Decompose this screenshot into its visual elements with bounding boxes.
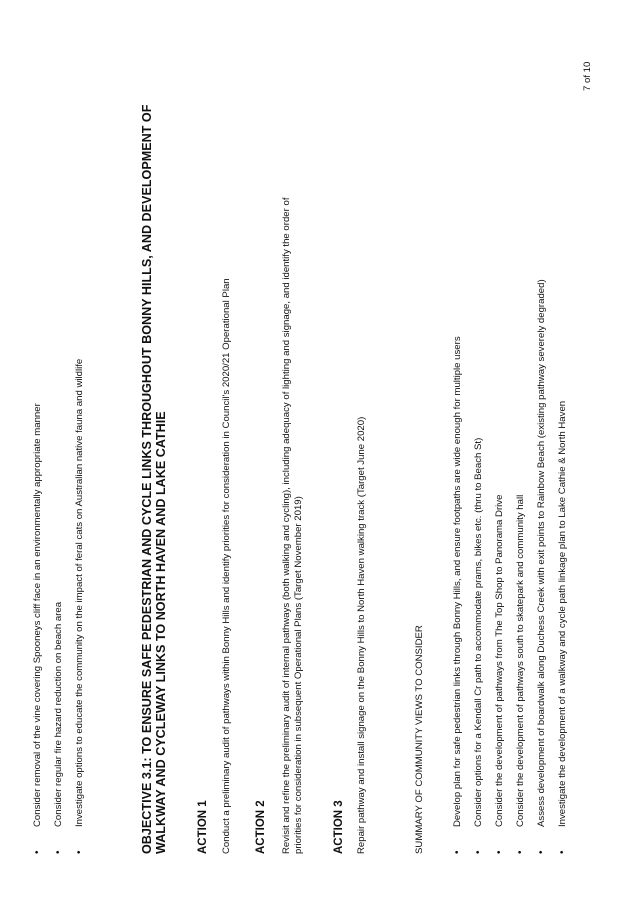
list-item: Consider removal of the vine covering Spooneys cliff face in an environmentally appropriate manner — [32, 403, 43, 827]
bullet-marker: • — [53, 850, 64, 854]
list-item: Consider regular fire hazard reduction on beach area — [53, 601, 64, 827]
bullet-marker: • — [494, 850, 505, 854]
action-title: ACTION 1 — [197, 800, 209, 854]
bullet-marker: • — [452, 850, 463, 854]
list-item: Develop plan for safe pedestrian links through Bonny Hills, and ensure footpaths are wide enough for multiple users — [452, 336, 463, 827]
list-item: Investigate options to educate the community on the impact of feral cats on Australian native fauna and wildlife — [74, 358, 85, 827]
action-title: ACTION 3 — [333, 800, 345, 854]
bullet-marker: • — [473, 850, 484, 854]
action-text: Revisit and refine the preliminary audit of internal pathways (both walking and cycling), including adequacy of lighting and signage, and identify the order of — [281, 197, 292, 854]
summary-heading: SUMMARY OF COMMUNITY VIEWS TO CONSIDER — [414, 625, 425, 854]
action-text: priorities for consideration in subsequent Operational Plans (Target November 2019) — [293, 496, 304, 854]
bullet-marker: • — [557, 850, 568, 854]
action-text: Conduct a preliminary audit of pathways within Bonny Hills and identify priorities for consideration in Council's 2020/21 Operational Plan — [221, 278, 232, 854]
list-item: Consider options for a Kendall Cr path to accommodate prams, bikes etc. (thru to Beach St) — [473, 437, 484, 827]
action-text: Repair pathway and install signage on the Bonny Hills to North Haven walking track (Target June 2020) — [356, 416, 367, 854]
bullet-marker: • — [32, 850, 43, 854]
list-item: Consider the development of pathways south to skatepark and community hall — [515, 494, 526, 827]
list-item: Investigate the development of a walkway and cycle path linkage plan to Lake Cathie & North Haven — [557, 400, 568, 827]
list-item: Consider the development of pathways from The Top Shop to Panorama Drive — [494, 494, 505, 827]
objective-heading-line: OBJECTIVE 3.1: TO ENSURE SAFE PEDESTRIAN AND CYCLE LINKS THROUGHOUT BONNY HILLS, AND DEVELOPMENT OF — [140, 104, 154, 854]
page-number: 7 of 10 — [582, 61, 593, 91]
bullet-marker: • — [515, 850, 526, 854]
action-title: ACTION 2 — [255, 800, 267, 854]
list-item: Assess development of boardwalk along Duchess Creek with exit points to Rainbow Beach (existing pathway severely degraded) — [536, 279, 547, 827]
bullet-marker: • — [536, 850, 547, 854]
objective-heading-line: WALKWAY AND CYCLEWAY LINKS TO NORTH HAVEN AND LAKE CATHIE — [154, 411, 168, 854]
bullet-marker: • — [74, 850, 85, 854]
